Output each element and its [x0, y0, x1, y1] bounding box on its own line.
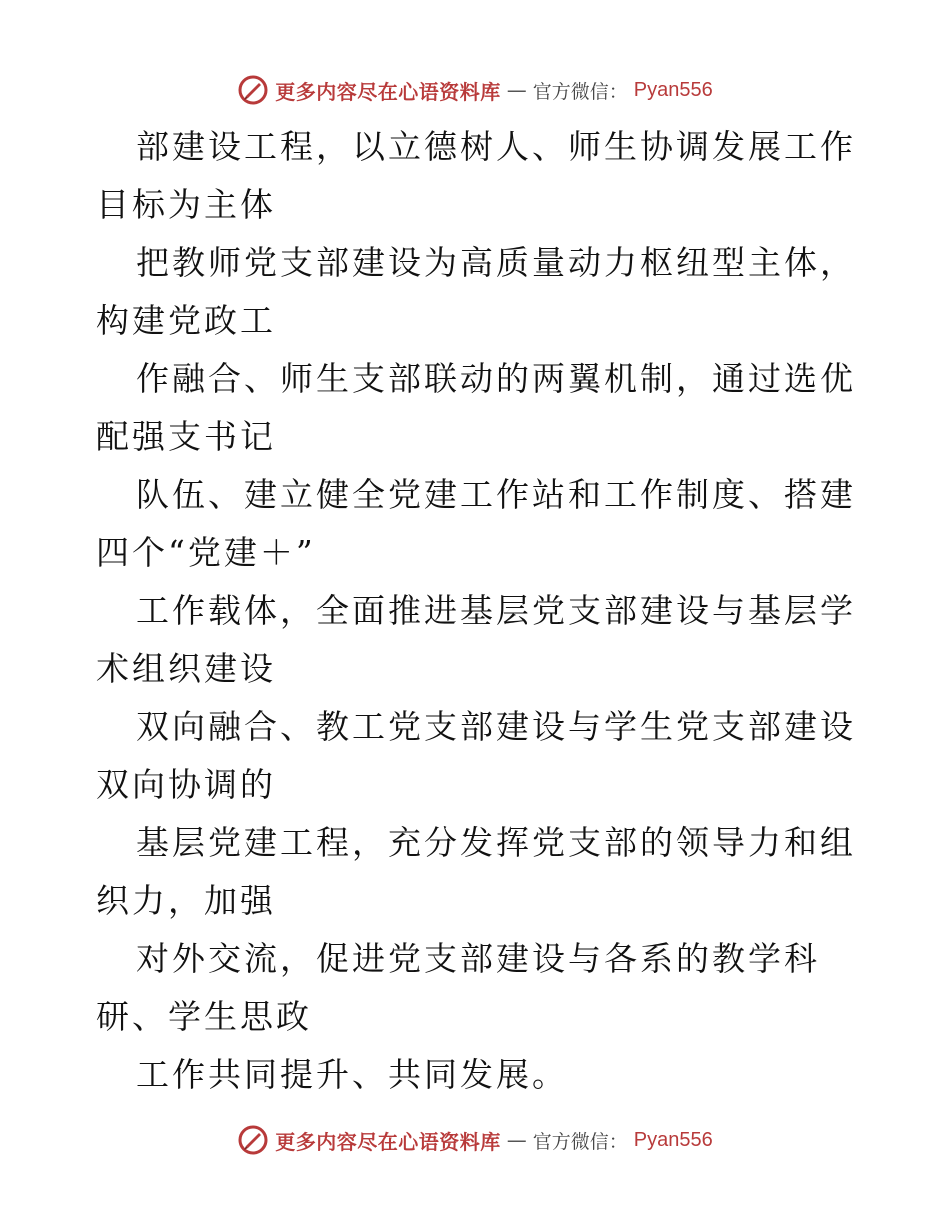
paragraph: 基层党建工程，充分发挥党支部的领导力和组织力，加强 [96, 823, 856, 920]
paragraph: 工作载体，全面推进基层党支部建设与基层学术组织建设 [96, 591, 856, 688]
watermark-official-label: 官方微信： [532, 1130, 628, 1153]
paragraph: 队伍、建立健全党建工作站和工作制度、搭建四个“党建＋” [96, 475, 856, 572]
watermark-separator: — [506, 78, 527, 102]
header-watermark [0, 70, 950, 110]
quill-logo-icon [237, 1124, 269, 1156]
watermark-official-label: 官方微信： [532, 80, 628, 103]
quill-logo-icon [237, 74, 269, 106]
watermark-separator: — [506, 1128, 527, 1152]
paragraph: 作融合、师生支部联动的两翼机制，通过选优配强支书记 [96, 359, 856, 456]
watermark-wechat-id: Pyan556 [633, 78, 713, 101]
paragraph: 工作共同提升、共同发展。 [136, 1055, 568, 1094]
paragraph: 对外交流，促进党支部建设与各系的教学科研、学生思政 [96, 939, 820, 1036]
paragraph: 双向融合、教工党支部建设与学生党支部建设双向协调的 [96, 707, 856, 804]
watermark-wechat-id: Pyan556 [633, 1128, 713, 1151]
footer-watermark [0, 1120, 950, 1160]
watermark-brand-text: 更多内容尽在心语资料库 [275, 79, 501, 104]
paragraph: 部建设工程，以立德树人、师生协调发展工作目标为主体 [96, 127, 856, 224]
document-body [96, 118, 856, 1104]
watermark-brand-text: 更多内容尽在心语资料库 [275, 1129, 501, 1154]
paragraph: 把教师党支部建设为高质量动力枢纽型主体，构建党政工 [96, 243, 856, 340]
